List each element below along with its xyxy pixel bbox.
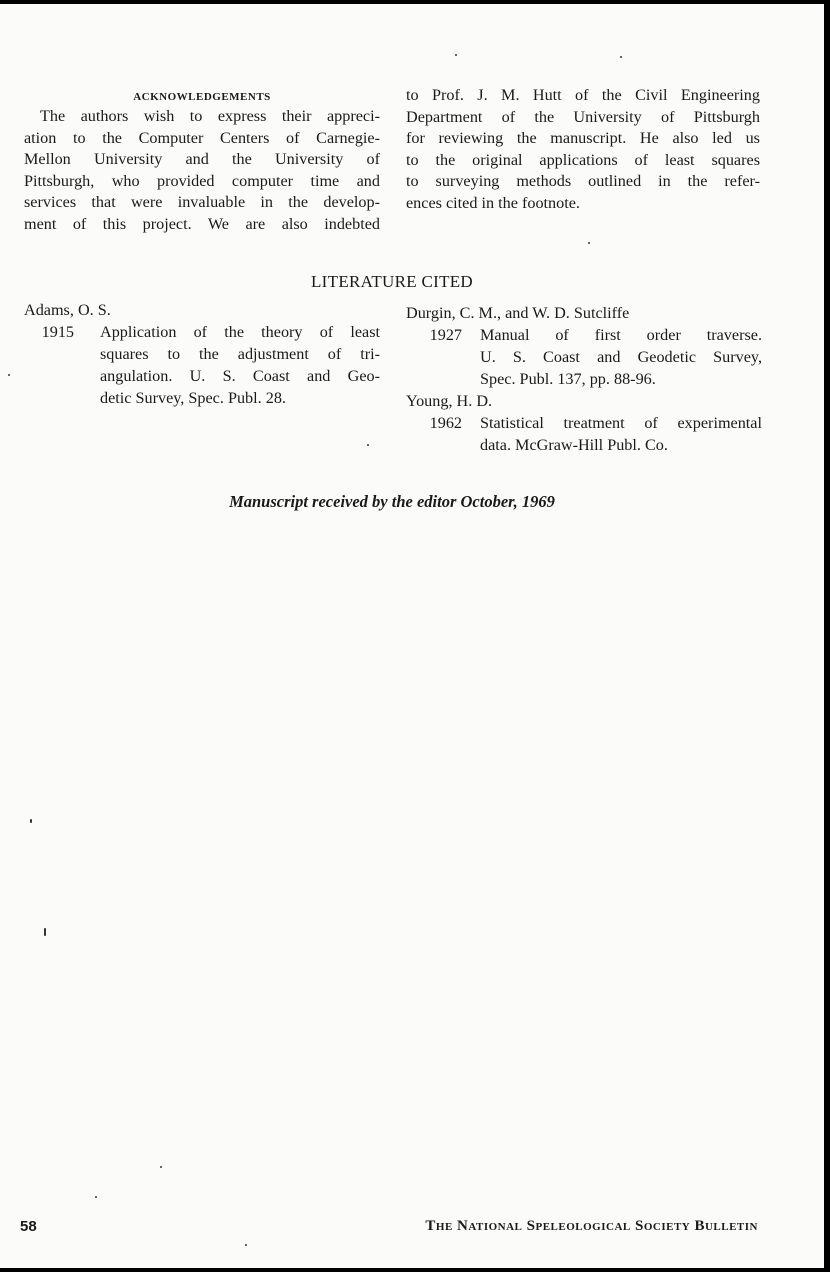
- reference-author: Young, H. D.: [406, 392, 493, 410]
- acknowledgements-left-column: [24, 88, 380, 236]
- page-number: 58: [20, 1218, 37, 1235]
- scan-speck: [367, 444, 369, 446]
- reference-line: squares to the adjustment of tri-: [100, 345, 380, 363]
- ack-line: Department of the University of Pittsburgh: [406, 107, 760, 126]
- reference-line: Application of the theory of least: [100, 323, 380, 341]
- ack-line: for reviewing the manuscript. He also led us: [406, 129, 760, 148]
- ack-line: Mellon University and the University of: [24, 150, 380, 169]
- manuscript-received-note: Manuscript received by the editor October, 1969: [229, 492, 555, 511]
- reference-line: U. S. Coast and Geodetic Survey,: [480, 348, 762, 366]
- reference-body: [480, 412, 762, 456]
- ack-line: services that were invaluable in the develop-: [24, 193, 380, 212]
- scan-speck: [30, 819, 32, 823]
- literature-cited-heading: LITERATURE CITED: [310, 272, 474, 291]
- reference-line: Spec. Publ. 137, pp. 88-96.: [480, 370, 656, 388]
- journal-title: The National Speleological Society Bulletin: [425, 1218, 758, 1234]
- reference-author: Durgin, C. M., and W. D. Sutcliffe: [406, 304, 630, 322]
- reference-line: angulation. U. S. Coast and Geo-: [100, 367, 380, 385]
- reference-entry: [24, 321, 380, 409]
- scan-speck: [95, 1196, 97, 1198]
- scan-speck: [160, 1166, 162, 1168]
- reference-body: [480, 324, 762, 390]
- reference-year: 1927: [429, 326, 462, 344]
- acknowledgements-right-column: [406, 85, 760, 215]
- ack-line: ment of this project. We are also indebted: [24, 214, 380, 233]
- reference-body: [100, 321, 380, 409]
- reference-line: Manual of first order traverse.: [480, 326, 762, 344]
- reference-line: data. McGraw-Hill Publ. Co.: [480, 436, 668, 454]
- reference-year: 1915: [41, 323, 74, 341]
- references-left-column: [24, 299, 380, 409]
- scan-speck: [245, 1244, 247, 1246]
- scan-speck: [455, 54, 457, 56]
- ack-line: The authors wish to express their appreci-: [40, 107, 380, 125]
- references-right-column: [406, 302, 762, 456]
- acknowledgements-heading: ACKNOWLEDGEMENTS: [133, 91, 271, 103]
- reference-author: Adams, O. S.: [24, 301, 111, 319]
- reference-line: detic Survey, Spec. Publ. 28.: [100, 389, 286, 407]
- ack-line: ences cited in the footnote.: [406, 193, 580, 212]
- reference-line: Statistical treatment of experimental: [480, 414, 762, 432]
- ack-line: ation to the Computer Centers of Carnegie-: [24, 128, 380, 147]
- ack-line: to surveying methods outlined in the refer-: [406, 172, 760, 191]
- scan-speck: [588, 242, 590, 244]
- document-page: [0, 4, 824, 1268]
- reference-entry: [406, 324, 762, 390]
- ack-line: to the original applications of least squares: [406, 150, 760, 169]
- ack-line: to Prof. J. M. Hutt of the Civil Engineering: [406, 86, 760, 104]
- scan-speck: [44, 928, 46, 936]
- reference-entry: [406, 412, 762, 456]
- ack-line: Pittsburgh, who provided computer time and: [24, 171, 380, 190]
- scan-speck: [8, 374, 10, 376]
- reference-year: 1962: [429, 414, 462, 432]
- scan-speck: [620, 56, 622, 58]
